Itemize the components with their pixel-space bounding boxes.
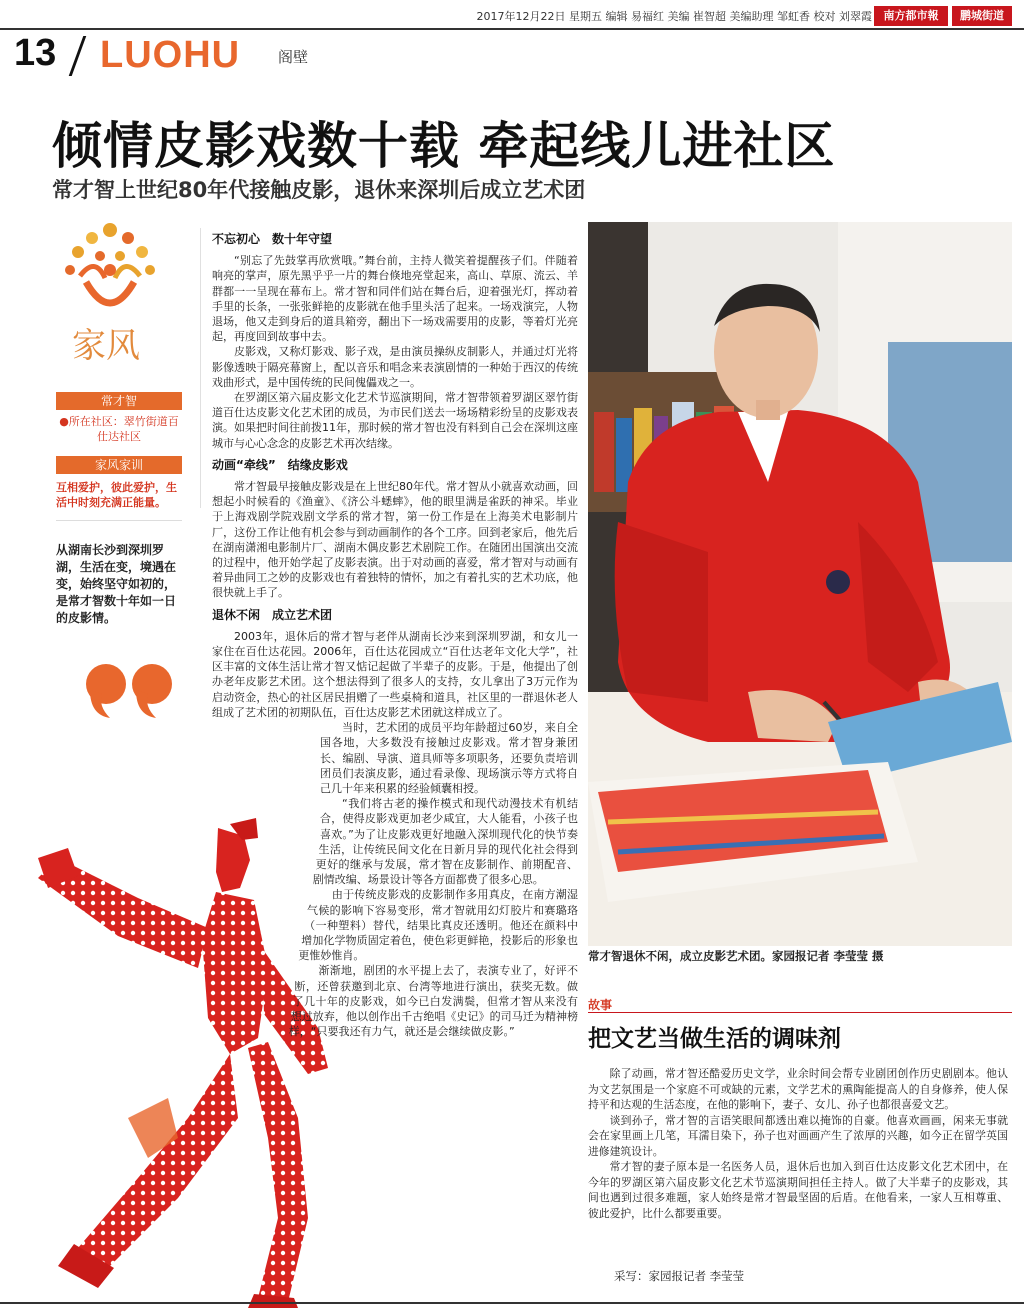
article-paragraph: 常才智最早接触皮影戏是在上世纪80年代。常才智从小就喜欢动画，回想起小时候看的《渔童》、《济公斗蟋蟀》，他的眼里满是雀跃的神采。毕业于上海戏剧学院戏剧文学系的常才智，第一份工作是在上海美术电影制片厂，这份工作让他有机会参与到动画制作的各个工序。回到老家后，他先后在湖南潇湘电影制片厂、湖南木偶皮影艺术剧院工作。在随团出国演出交流的过程中，他开始学起了皮影表演。出于对动画的喜爱，常才智对与动画有着异曲同工之妙的皮影戏也有着独特的情怀，加之有着扎实的艺术功底，他很快就上手了。 xyxy=(212,480,578,600)
masthead-meta: 2017年12月22日 星期五 编辑 易福红 美编 崔智超 美编助理 邹虹香 校对 刘翠霞 xyxy=(476,10,872,23)
community-info: ●所在社区：翠竹街道百仕达社区 xyxy=(59,415,179,443)
section-heading: 动画“牵线” 结缘皮影戏 xyxy=(212,457,348,472)
sidebar-divider xyxy=(56,520,182,521)
story-paragraph: 除了动画，常才智还酷爱历史文学，业余时间会帮专业剧团创作历史剧剧本。他认为文艺氛围是一个家庭不可或缺的元素，文学艺术的熏陶能提高人的自身修养，使人保持平和达观的生活态度，在他的影响下，妻子、女儿、孙子也都很喜爱文艺。 xyxy=(588,1067,1008,1111)
page-number: 13 xyxy=(14,32,57,74)
story-title: 把文艺当做生活的调味剂 xyxy=(588,1026,841,1052)
logo-text: 家风 xyxy=(72,326,140,366)
article-paragraph: 2003年，退休后的常才智与老伴从湖南长沙来到深圳罗湖，和女儿一家住在百仕达花园。2006年，百仕达花园成立“百仕达老年文化大学”，社区丰富的文体生活让常才智又惦记起做了半辈子的皮影。于是，他提出了创办老年皮影艺术团。这个想法得到了很多人的支持，女儿拿出了3万元作为启动资金，热心的社区居民捐赠了一些桌椅和道具，社区里的一群退休老人组成了艺术团的初期队伍，百仕达皮影艺术团就这样成立了。 xyxy=(212,629,578,719)
jiafeng-logo xyxy=(50,216,170,376)
section-heading: 退休不闲 成立艺术团 xyxy=(212,607,333,622)
photo-caption: 常才智退休不闲，成立皮影艺术团。家园报记者 李莹莹 摄 xyxy=(588,949,884,963)
pull-quote: 从湖南长沙到深圳罗湖，生活在变，境遇在变，始终坚守如初的，是常才智数十年如一日的皮影情。 xyxy=(56,543,177,625)
headline: 倾情皮影戏数十载 牵起线儿进社区 xyxy=(52,117,836,175)
brand-logo-primary: 南方都市報 xyxy=(874,6,948,26)
section-name: LUOHU xyxy=(100,34,241,76)
story-body xyxy=(588,1066,1008,1221)
motto-tag: 家风家训 xyxy=(56,456,182,474)
article-paragraph: 当时，艺术团的成员平均年龄超过60岁，来自全国各地，大多数没有接触过皮影戏。常才智身兼团长、编剧、导演、道具师等多项职务，还要负责培训团员们表演皮影，通过看录像、现场演示等方式将自己几十年来积累的经验倾囊相授。 xyxy=(320,721,578,795)
main-article xyxy=(212,230,578,1290)
family-motto: 互相爱护，彼此爱护，生活中时刻充满正能量。 xyxy=(56,481,177,509)
page-slash-divider xyxy=(69,36,87,76)
page-header xyxy=(14,30,614,82)
section-heading: 不忘初心 数十年守望 xyxy=(212,232,333,246)
story-divider xyxy=(588,1012,1012,1013)
article-paragraph: 在罗湖区第六届皮影文化艺术节巡演期间，常才智带领着罗湖区翠竹街道百仕达皮影文化艺术团的成员，为市民们送去一场场精彩纷呈的皮影戏表演。如果把时间往前拨11年，那时候的常才智也没有料到自己会在深圳这座城市与心心念念的皮影艺术再次结缘。 xyxy=(212,391,578,450)
masthead xyxy=(0,0,1024,30)
story-paragraph: 常才智的妻子原本是一名医务人员，退休后也加入到百仕达皮影文化艺术团中，在今年的罗湖区第六届皮影文化艺术节巡演期间担任主持人。做了大半辈子的皮影戏，其间也遇到过很多难题，家人始终是常才智最坚固的后盾。在他看来，一家人互相尊重、彼此爱护，比什么都要重要。 xyxy=(588,1160,1008,1220)
article-paragraph: 皮影戏，又称灯影戏、影子戏，是由演员操纵皮制影人，并通过灯光将影像透映于隔亮幕窗上，配以音乐和唱念来表演剧情的一种始于西汉的传统戏曲形式，是中国传统的民间傀儡戏之一。 xyxy=(212,345,578,389)
story-kicker: 故事 xyxy=(588,998,613,1012)
article-paragraph: “别忘了先鼓掌再欣赏哦。”舞台前，主持人微笑着提醒孩子们。伴随着响亮的掌声，原先黑乎乎一片的舞台倏地亮堂起来，高山、草原、流云、羊群都一一呈现在幕布上。常才智和同伴们站在舞台后，迎着强光灯，挥动着手里的长条，一张张鲜艳的皮影就在他手里头活了起来。一场戏演完，人物退场，他又走到身后的道具箱旁，翻出下一场戏需要用的皮影，等着灯光亮起，再度回到故事中去。 xyxy=(212,254,578,344)
subheadline: 常才智上世纪80年代接触皮影，退休来深圳后成立艺术团 xyxy=(52,178,586,202)
brand-logo-secondary: 鹏城街道 xyxy=(952,6,1012,26)
story-byline: 采写：家园报记者 李莹莹 xyxy=(614,1269,745,1283)
person-name-tag: 常才智 xyxy=(56,392,182,410)
article-paragraph: 由于传统皮影戏的皮影制作多用真皮，在南方潮湿气候的影响下容易变形，常才智就用幻灯胶片和赛璐珞（一种塑料）替代，结果比真皮还透明。他还在颜料中增加化学物质固定着色，使色彩更鲜艳，投影后的形象也更惟妙惟肖。 xyxy=(298,888,578,963)
column-divider xyxy=(200,228,201,508)
article-paragraph: “我们将古老的操作模式和现代动漫技术有机结合，使得皮影戏更加老少咸宜，大人能看，小孩子也喜欢。”为了让皮影戏更好地融入深圳现代化的快节奏生活，让传统民间文化在日新月异的现代化社会得到更好的继承与发展，常才智在皮影制作、前期配音、剧情改编、场景设计等各方面都费了很多心思。 xyxy=(312,797,578,887)
column-name: 阁壁 xyxy=(278,48,309,66)
bottom-rule xyxy=(0,1302,1024,1304)
story-paragraph: 谈到孙子，常才智的言语笑眼间都透出难以掩饰的自豪。他喜欢画画，闲来无事就会在家里画上几笔，耳濡目染下，孙子也对画画产生了浓厚的兴趣，如今正在留学英国进修建筑设计。 xyxy=(588,1113,1008,1158)
quote-mark-icon xyxy=(80,660,180,720)
family-tree-icon xyxy=(50,216,170,326)
article-paragraph: 渐渐地，剧团的水平提上去了，表演专业了，好评不断，还曾获邀到北京、台湾等地进行演出，获奖无数。做了几十年的皮影戏，如今已白发满鬓，但常才智从来没有想过放弃，他以创作出千古绝唱《史记》的司马迁为精神榜样，“只要我还有力气，就还是会继续做皮影。” xyxy=(288,964,578,1039)
portrait-photo xyxy=(588,222,1012,946)
